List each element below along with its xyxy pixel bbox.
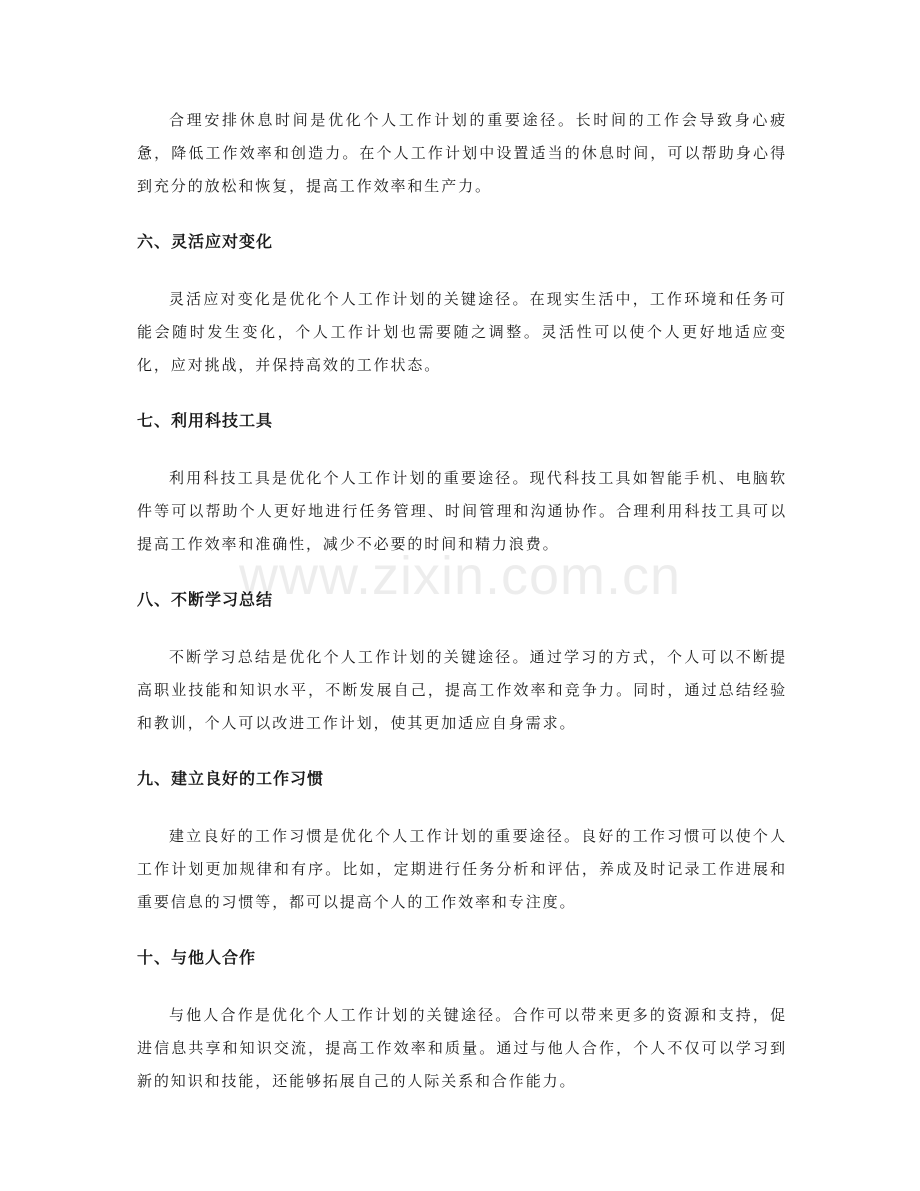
document-body (137, 104, 787, 1098)
heading-section-8: 八、不断学习总结 (137, 590, 274, 609)
paragraph-section-7: 利用科技工具是优化个人工作计划的重要途径。现代科技工具如智能手机、电脑软件等可以帮助个人更好地进行任务管理、时间管理和沟通协作。合理利用科技工具可以提高工作效率和准确性，减少不必要的时间和精力浪费。 (137, 469, 787, 553)
paragraph-rest-time: 合理安排休息时间是优化个人工作计划的重要途径。长时间的工作会导致身心疲惫，降低工作效率和创造力。在个人工作计划中设置适当的休息时间，可以帮助身心得到充分的放松和恢复，提高工作效率和生产力。 (137, 111, 787, 195)
paragraph-section-6: 灵活应对变化是优化个人工作计划的关键途径。在现实生活中，工作环境和任务可能会随时发生变化，个人工作计划也需要随之调整。灵活性可以使个人更好地适应变化，应对挑战，并保持高效的工作状态。 (137, 290, 787, 374)
heading-section-6: 六、灵活应对变化 (137, 232, 274, 251)
heading-section-7: 七、利用科技工具 (137, 411, 274, 430)
heading-section-9: 九、建立良好的工作习惯 (137, 769, 325, 788)
heading-section-10: 十、与他人合作 (137, 948, 257, 967)
watermark: www.zixin.com.cn (238, 546, 682, 606)
paragraph-section-10: 与他人合作是优化个人工作计划的关键途径。合作可以带来更多的资源和支持，促进信息共享和知识交流，提高工作效率和质量。通过与他人合作，个人不仅可以学习到新的知识和技能，还能够拓展自己的人际关系和合作能力。 (137, 1006, 787, 1090)
paragraph-section-9: 建立良好的工作习惯是优化个人工作计划的重要途径。良好的工作习惯可以使个人工作计划更加规律和有序。比如，定期进行任务分析和评估，养成及时记录工作进展和重要信息的习惯等，都可以提高个人的工作效率和专注度。 (137, 827, 787, 911)
paragraph-section-8: 不断学习总结是优化个人工作计划的关键途径。通过学习的方式，个人可以不断提高职业技能和知识水平，不断发展自己，提高工作效率和竞争力。同时，通过总结经验和教训，个人可以改进工作计划，使其更加适应自身需求。 (137, 648, 787, 732)
